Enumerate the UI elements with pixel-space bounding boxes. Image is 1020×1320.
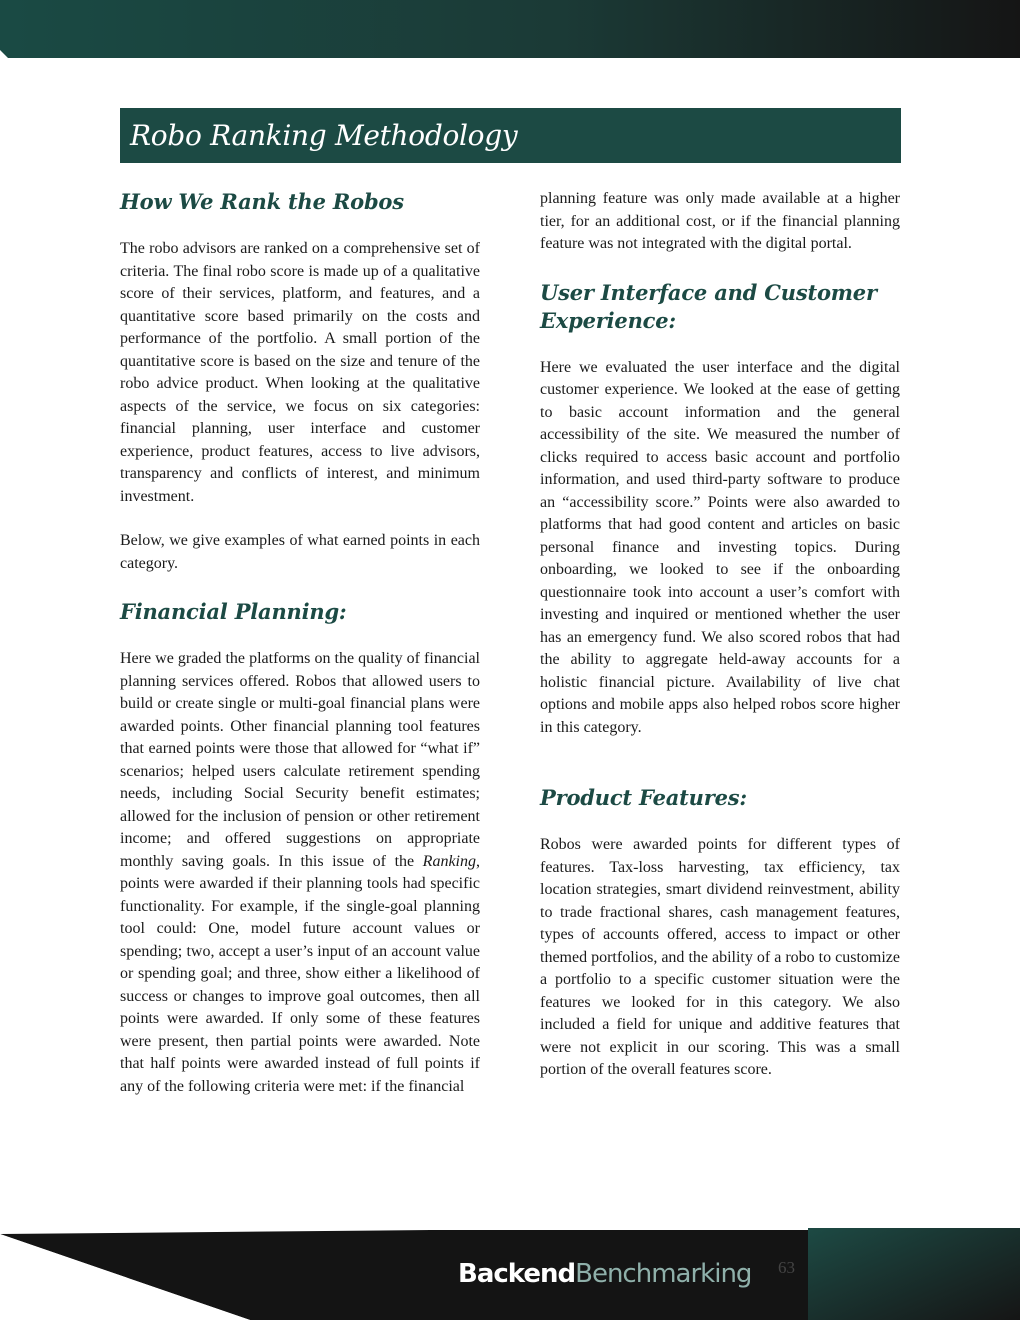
header-band	[0, 0, 1020, 60]
financial-paragraph	[120, 648, 480, 1098]
heading-product-features: Product Features:	[540, 785, 747, 810]
heading-user-interface: User Interface and Customer Experience:	[540, 279, 877, 333]
how-paragraph-2: Below, we give examples of what earned points in each category.	[120, 532, 480, 572]
page-number: 63	[778, 1258, 795, 1277]
financial-text-b: , points were awarded if their planning tools had specific functionality. For example, if the single-goal planning tool could: One, model future account values or spending; two, accept a user’s input of an account value or spending goal; and three, show either a likelihood of success or changes to improve goal outcomes, then all points were awarded. If only some of these features were present, then partial points were awarded. Note that half points were awarded instead of full points if any of the following criteria were met: if the financial	[120, 852, 480, 1095]
heading-financial-planning: Financial Planning:	[120, 599, 347, 624]
right-column	[540, 188, 900, 1082]
backend-benchmarking-logo	[458, 1254, 751, 1294]
section-title-bar	[120, 108, 901, 163]
financial-continuation: planning feature was only made available at a higher tier, for an additional cost, or if the financial planning feature was not integrated with the digital portal.	[540, 190, 900, 252]
product-paragraph: Robos were awarded points for different types of features. Tax-loss harvesting, tax efficiency, tax location strategies, smart dividend reinvestment, ability to trade fractional shares, cash management features, types of accounts offered, access to impact or other themed portfolios, and the ability of a robo to customize a portfolio to a specific customer situation were the features we looked for in this category. We also included a field for unique and additive features that were not explicit in our scoring. This was a small portion of the overall features score.	[540, 836, 900, 1078]
page-title: Robo Ranking Methodology	[130, 119, 518, 152]
ranking-italic: Ranking	[422, 852, 476, 870]
heading-how-we-rank: How We Rank the Robos	[120, 189, 404, 214]
financial-text-a: Here we graded the platforms on the quality of financial planning services offered. Robos that allowed users to build or create single or multi-goal financial plans were awarded points. Other financial planning tool features that earned points were those that allowed for “what if” scenarios; helped users calculate retirement spending needs, including Social Security benefit estimates; allowed for the inclusion of pension or other retirement income; and offered suggestions on appropriate monthly saving goals. In this issue of the	[120, 650, 480, 870]
left-column	[120, 188, 480, 1098]
ui-paragraph: Here we evaluated the user interface and the digital customer experience. We looked at the ease of getting to basic account information and the general accessibility of the site. We measured the number of clicks required to access basic account and portfolio information, and used third-party software to produce an “accessibility score.” Points were also awarded to platforms that had good content and articles on basic personal finance and investing topics. During onboarding, we looked to see if the onboarding questionnaire took into account a user’s comfort with investing and inquired or mentioned whether the user has an emergency fund. We also scored robos that had the ability to aggregate held-away accounts for a holistic financial picture. Availability of live chat options and mobile apps also helped robos score higher in this category.	[540, 358, 900, 736]
logo-text-backend: Backend	[458, 1259, 576, 1289]
logo-text-benchmarking: Benchmarking	[575, 1259, 752, 1289]
how-paragraph-1: The robo advisors are ranked on a comprehensive set of criteria. The final robo score is made up of a qualitative score of their services, platform, and features, and a quantitative score based primarily on the costs and performance of the portfolio. A small portion of the quantitative score is based on the size and tenure of the robo advice product. When looking at the qualitative aspects of the service, we focus on six categories: financial planning, user interface and customer experience, product features, access to live advisors, transparency and conflicts of interest, and minimum investment.	[120, 240, 480, 505]
